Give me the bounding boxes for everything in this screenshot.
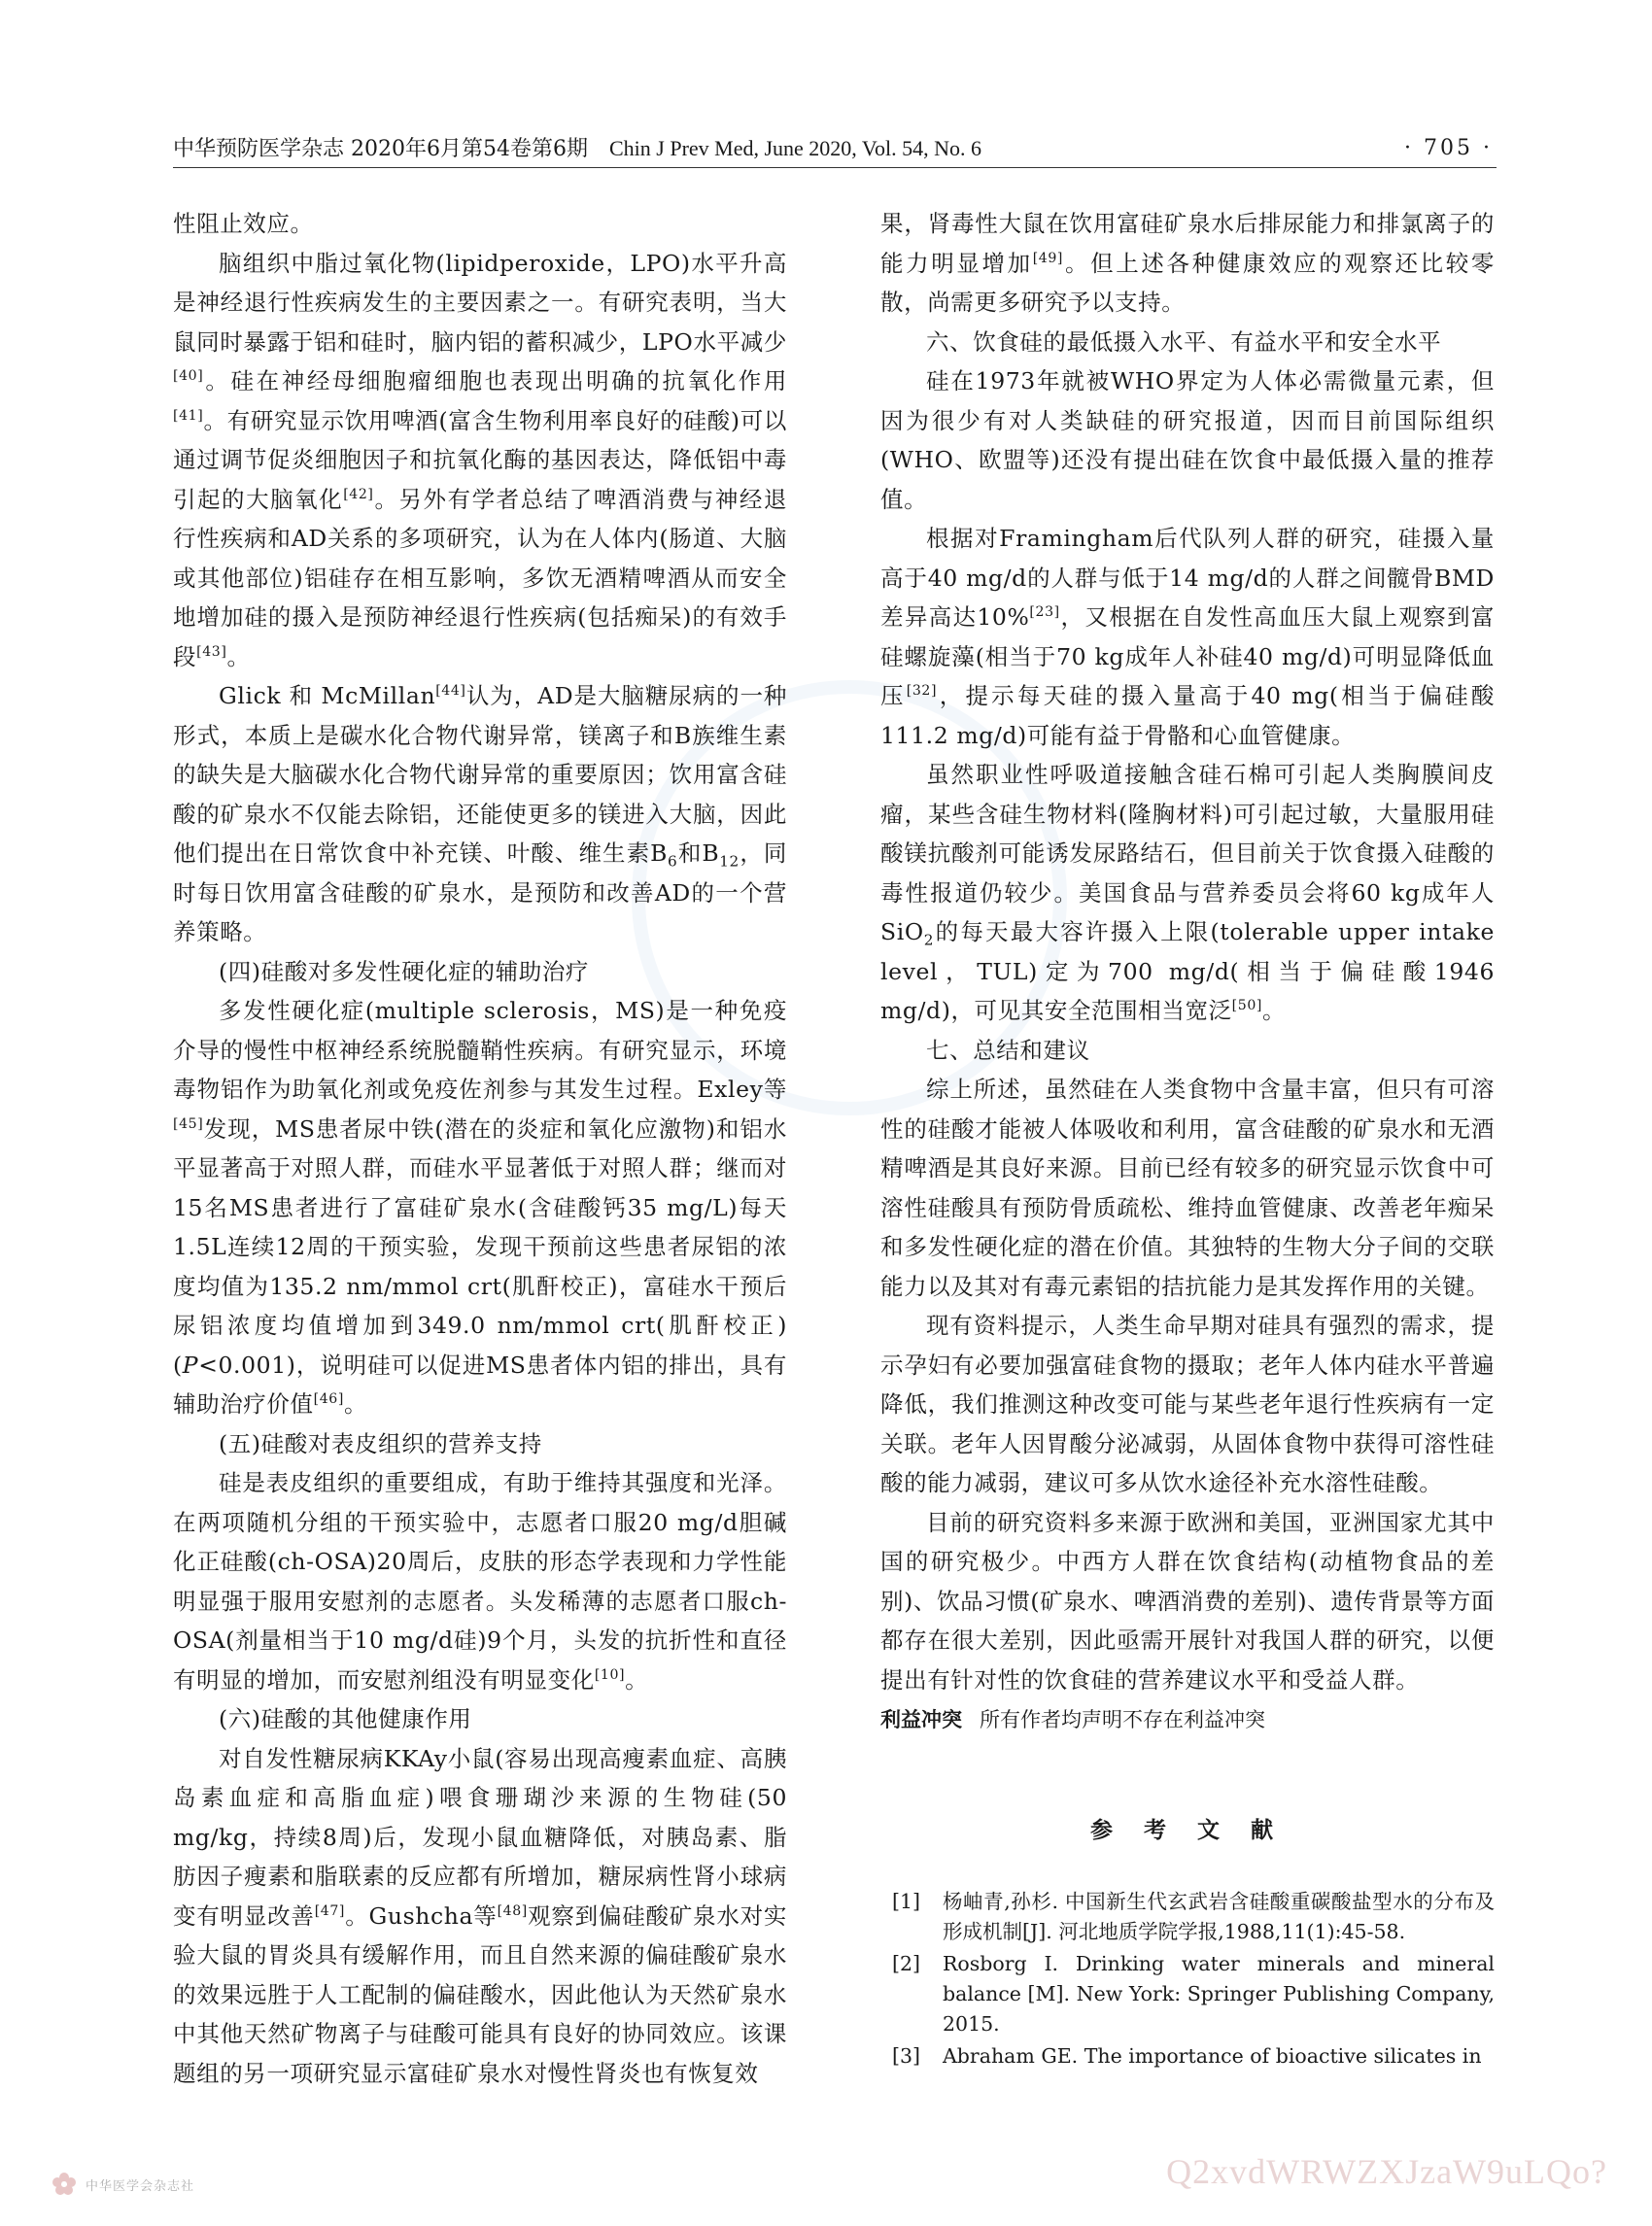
- conflict-label: 利益冲突: [880, 1708, 962, 1731]
- reference-list: [880, 1887, 1495, 2072]
- citation-ref[interactable]: [45]: [173, 1115, 204, 1132]
- paragraph: 硅在1973年就被WHO界定为人体必需微量元素，但因为很少有对人类缺硅的研究报道，因而目前国际组织(WHO、欧盟等)还没有提出硅在饮食中最低摄入量的推荐值。: [880, 367, 1495, 513]
- paragraph: 性阻止效应。: [173, 210, 314, 237]
- paragraph: 脑组织中脂过氧化物(lipidperoxide，LPO)水平升高是神经退行性疾病发生的主要因素之一。有研究表明，当大鼠同时暴露于铝和硅时，脑内铝的蓄积减少，LPO水平减少[40]。硅在神经母细胞瘤细胞也表现出明确的抗氧化作用[41]。有研究显示饮用啤酒(富含生物利用率良好的硅酸)可以通过调节促炎细胞因子和抗氧化酶的基因表达，降低铝中毒引起的大脑氧化[42]。另外有学者总结了啤酒消费与神经退行性疾病和AD关系的多项研究，认为在人体内(肠道、大脑或其他部位)铝硅存在相互影响，多饮无酒精啤酒从而安全地增加硅的摄入是预防神经退行性疾病(包括痴呆)的有效手段[43]。: [173, 249, 788, 670]
- page-number: · 705 ·: [1404, 136, 1493, 160]
- citation-ref[interactable]: [44]: [435, 683, 466, 700]
- citation-ref[interactable]: [10]: [594, 1666, 626, 1683]
- running-header: [173, 134, 1497, 168]
- paragraph: 虽然职业性呼吸道接触含硅石棉可引起人类胸膜间皮瘤，某些含硅生物材料(隆胸材料)可引起过敏，大量服用硅酸镁抗酸剂可能诱发尿路结石，但目前关于饮食摄入硅酸的毒性报道仍较少。美国食品与营养委员会将60 kg成年人SiO$_2$的每天最大容许摄入上限(tolerable upper intake level，TUL)定为700 mg/d(相当于偏硅酸1946 mg/d)，可见其安全范围相当宽泛[50]。: [880, 761, 1495, 1024]
- paragraph: 硅是表皮组织的重要组成，有助于维持其强度和光泽。在两项随机分组的干预实验中，志愿者口服20 mg/d胆碱化正硅酸(ch-OSA)20周后，皮肤的形态学表现和力学性能明显强于服用安慰剂的志愿者。头发稀薄的志愿者口服ch-OSA(剂量相当于10 mg/d硅)9个月，头发的抗折性和直径有明显的增加，而安慰剂组没有明显变化[10]。: [173, 1469, 787, 1694]
- right-column: [880, 204, 1495, 2073]
- publisher-name: 中华医学会杂志社: [86, 2178, 195, 2194]
- journal-citation: [173, 134, 981, 164]
- citation-ref[interactable]: [41]: [173, 407, 204, 424]
- paragraph: Glick 和 McMillan[44]认为，AD是大脑糖尿病的一种形式，本质上是碳水化合物代谢异常，镁离子和B族维生素的缺失是大脑碳水化合物代谢异常的重要原因；饮用富含硅酸的矿泉水不仅能去除铝，还能使更多的镁进入大脑，因此他们提出在日常饮食中补充镁、叶酸、维生素$B_6$和$B_{12}$，同时每日饮用富含硅酸的矿泉水，是预防和改善AD的一个营养策略。: [173, 682, 787, 945]
- reference-number: [2]: [892, 1952, 921, 1975]
- citation-ref[interactable]: [42]: [343, 486, 374, 502]
- citation-ref[interactable]: [49]: [1032, 250, 1064, 266]
- reference-number: [3]: [892, 2044, 921, 2068]
- paragraph: 果，肾毒性大鼠在饮用富硅矿泉水后排尿能力和排氯离子的能力明显增加[49]。但上述各种健康效应的观察还比较零散，尚需更多研究予以支持。: [880, 210, 1496, 316]
- section-heading: (五)硅酸对表皮组织的营养支持: [219, 1429, 542, 1457]
- flower-logo-icon: [51, 2171, 78, 2198]
- reference-number: [1]: [892, 1890, 921, 1913]
- left-column: [173, 204, 787, 2093]
- paragraph: 目前的研究资料多来源于欧洲和美国，亚洲国家尤其中国的研究极少。中西方人群在饮食结构(动植物食品的差别)、饮品习惯(矿泉水、啤酒消费的差别)、遗传背景等方面都存在很大差别，因此亟需开展针对我国人群的研究，以便提出有针对性的饮食硅的营养建议水平和受益人群。: [880, 1508, 1495, 1694]
- section-heading: 六、饮食硅的最低摄入水平、有益水平和安全水平: [926, 327, 1442, 356]
- conflict-of-interest: [880, 1703, 1495, 1736]
- section-heading: (四)硅酸对多发性硬化症的辅助治疗: [219, 957, 590, 985]
- conflict-text: 所有作者均声明不存在利益冲突: [980, 1708, 1265, 1731]
- citation-ref[interactable]: [43]: [196, 643, 227, 660]
- section-heading: 七、总结和建议: [926, 1036, 1090, 1064]
- citation-ref[interactable]: [32]: [906, 683, 938, 700]
- references-title: 参 考 文 献: [1089, 1818, 1286, 1843]
- paragraph: 综上所述，虽然硅在人类食物中含量丰富，但只有可溶性的硅酸才能被人体吸收和利用，富含硅酸的矿泉水和无酒精啤酒是其良好来源。目前已经有较多的研究显示饮食中可溶性硅酸具有预防骨质疏松、维持血管健康、改善老年痴呆和多发性硬化症的潜在价值。其独特的生物大分子间的交联能力以及其对有毒元素铝的拮抗能力是其发挥作用的关键。: [880, 1076, 1495, 1300]
- section-heading: (六)硅酸的其他健康作用: [219, 1705, 472, 1732]
- citation-ref[interactable]: [47]: [314, 1902, 346, 1919]
- reference-item: [1] 杨岫青,孙杉. 中国新生代玄武岩含硅酸重碳酸盐型水的分布及形成机制[J]. 河北地质学院学报,1988,11(1):45-58.: [880, 1887, 1495, 1947]
- document-code: Q2xvdWRWZXJzaW9uLQo?: [1166, 2152, 1607, 2191]
- citation-ref[interactable]: [40]: [173, 368, 204, 385]
- publisher-logo: [51, 2165, 194, 2204]
- journal-name-en: Chin J Prev Med, June 2020, Vol. 54, No. 6: [608, 136, 981, 160]
- reference-item: [3] Abraham GE. The importance of bioactive silicates in: [880, 2041, 1495, 2072]
- paragraph: 现有资料提示，人类生命早期对硅具有强烈的需求，提示孕妇有必要加强富硅食物的摄取；老年人体内硅水平普遍降低，我们推测这种改变可能与某些老年退行性疾病有一定关联。老年人因胃酸分泌减弱，从固体食物中获得可溶性硅酸的能力减弱，建议可多从饮水途径补充水溶性硅酸。: [880, 1312, 1495, 1496]
- citation-ref[interactable]: [46]: [313, 1391, 344, 1408]
- paragraph: 对自发性糖尿病KKAy小鼠(容易出现高瘦素血症、高胰岛素血症和高脂血症)喂食珊瑚沙来源的生物硅(50 mg/kg，持续8周)后，发现小鼠血糖降低，对胰岛素、脂肪因子瘦素和脂联素的反应都有所增加，糖尿病性肾小球病变有明显改善[47]。Gushcha等[48]观察到偏硅酸矿泉水对实验大鼠的胃炎具有缓解作用，而且自然来源的偏硅酸矿泉水的效果远胜于人工配制的偏硅酸水，因此他认为天然矿泉水中其他天然矿物离子与硅酸可能具有良好的协同效应。该课题组的另一项研究显示富硅矿泉水对慢性肾炎也有恢复效: [173, 1744, 787, 2087]
- journal-name-cn: 中华预防医学杂志 2020年6月第54卷第6期: [173, 137, 588, 161]
- citation-ref[interactable]: [50]: [1231, 998, 1262, 1014]
- paragraph: 根据对Framingham后代队列人群的研究，硅摄入量高于40 mg/d的人群与低于14 mg/d的人群之间髋骨BMD差异高达10%[23]，又根据在自发性高血压大鼠上观察到富硅螺旋藻(相当于70 kg成年人补硅40 mg/d)可明显降低血压[32]，提示每天硅的摄入量高于40 mg(相当于偏硅酸111.2 mg/d)可能有益于骨骼和心血管健康。: [880, 525, 1495, 749]
- citation-ref[interactable]: [48]: [497, 1902, 528, 1919]
- citation-ref[interactable]: [23]: [1029, 604, 1060, 621]
- paragraph: 多发性硬化症(multiple sclerosis，MS)是一种免疫介导的慢性中枢神经系统脱髓鞘性疾病。有研究显示，环境毒物铝作为助氧化剂或免疫佐剂参与其发生过程。Exley等[45]发现，MS患者尿中铁(潜在的炎症和氧化应激物)和铝水平显著高于对照人群，而硅水平显著低于对照人群；继而对15名MS患者进行了富硅矿泉水(含硅酸钙35 mg/L)每天1.5L连续12周的干预实验，发现干预前这些患者尿铝的浓度均值为135.2 nm/mmol crt(肌酐校正)，富硅水干预后尿铝浓度均值增加到349.0 nm/mmol crt(肌酐校正)(P<0.001)，说明硅可以促进MS患者体内铝的排出，具有辅助治疗价值[46]。: [173, 997, 787, 1418]
- reference-item: [2] Rosborg I. Drinking water minerals and mineral balance [M]. New York: Springer Publishing Company, 2015.: [880, 1949, 1495, 2039]
